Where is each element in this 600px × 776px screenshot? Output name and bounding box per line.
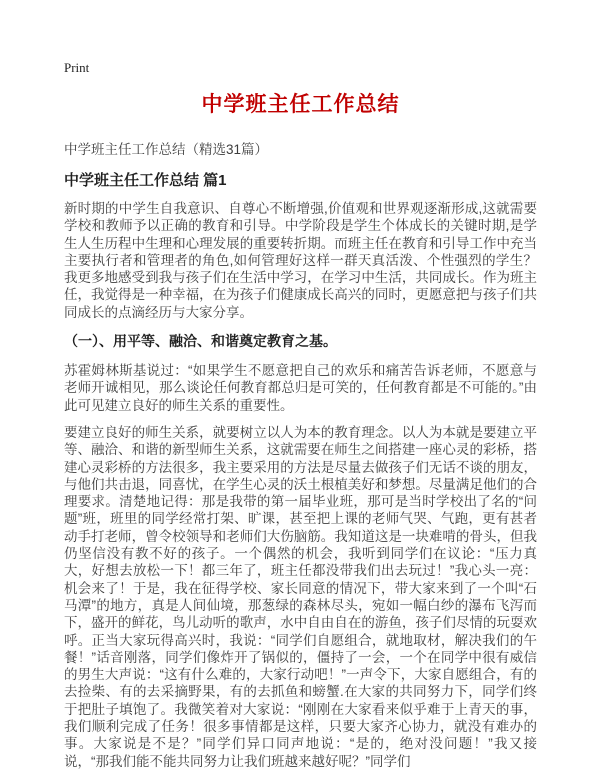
- paragraph-intro: 新时期的中学生自我意识、自尊心不断增强,价值观和世界观逐渐形成,这就需要学校和教师予以正确的教育和引导。中学阶段是学生个体成长的关键时期,是学生人生历程中生理和心理发展的重要转折期。而班主任在教育和引导工作中充当主要执行者和管理者的角色,如何管理好这样一群天真活泼、个性强烈的学生？我更多地感受到我与孩子们在生活中学习，在学习中生活，共同成长。作为班主任，我觉得是一种幸福，在为孩子们健康成长高兴的同时，更愿意把与孩子们共同成长的点滴经历与大家分享。: [64, 201, 537, 320]
- paragraph-quote: 苏霍姆林斯基说过：“如果学生不愿意把自己的欢乐和痛苦告诉老师，不愿意与老师开诚相见，那么谈论任何教育都总归是可笑的，任何教育都是不可能的。”由此可见建立良好的师生关系的重要性。: [64, 363, 537, 413]
- page-title: 中学班主任工作总结: [201, 93, 400, 116]
- section-heading: 中学班主任工作总结 篇1: [64, 172, 227, 189]
- page-subtitle: 中学班主任工作总结（精选31篇）: [64, 142, 269, 157]
- print-button[interactable]: Print: [64, 60, 90, 75]
- paragraph-story: 要建立良好的师生关系，就要树立以人为本的教育理念。以人为本就是要建立平等、融洽、和谐的新型师生关系，这就需要在师生之间搭建一座心灵的彩桥，搭建心灵彩桥的方法很多，我主要采用的方法是尽量去做孩子们无话不谈的朋友，与他们共击退，同喜忧，在学生心灵的沃土根植美好和梦想。尽量满足他们的合理要求。清楚地记得：那是我带的第一届毕业班，那可是当时学校出了名的“问题”班，班里的同学经常打架、旷课，甚至把上课的老师气哭、气跑，更有甚者动手打老师，曾令校领导和老师们大伤脑筋。我知道这是一块难啃的骨头，但我仍坚信没有教不好的孩子。一个偶然的机会，我听到同学们在议论：“压力真大，好想去放松一下！都三年了，班主任都没带我们出去玩过！”我心头一亮：机会来了！于是，我在征得学校、家长同意的情况下，带大家来到了一个叫“石马潭”的地方，真是人间仙境，那葱绿的森林尽头，宛如一幅白纱的瀑布飞泻而下，盛开的鲜花，鸟儿动听的歌声，水中自由自在的游鱼，孩子们尽情的玩耍欢呼。正当大家玩得高兴时，我说：“同学们自愿组合，就地取材，解决我们的午餐！”话音刚落，同学们像炸开了锅似的，僵持了一会，一个在同学中很有威信的男生大声说：“这有什么难的，大家行动吧！”一声令下，大家自愿组合，有的去捡柴、有的去采摘野果，有的去抓鱼和螃蟹.在大家的共同努力下，同学们终于把肚子填饱了。我微笑着对大家说：“刚刚在大家看来似乎难于上青天的事，我们顺利完成了任务！很多事情都是这样，只要大家齐心协力，就没有难办的事。大家说是不是？”同学们异口同声地说：“是的，绝对没问题！”我又接说，“那我们能不能共同努力让我们班越来越好呢？”同学们: [64, 424, 537, 769]
- sub-section-heading: （一）、用平等、融洽、和谐奠定教育之基。: [64, 333, 337, 350]
